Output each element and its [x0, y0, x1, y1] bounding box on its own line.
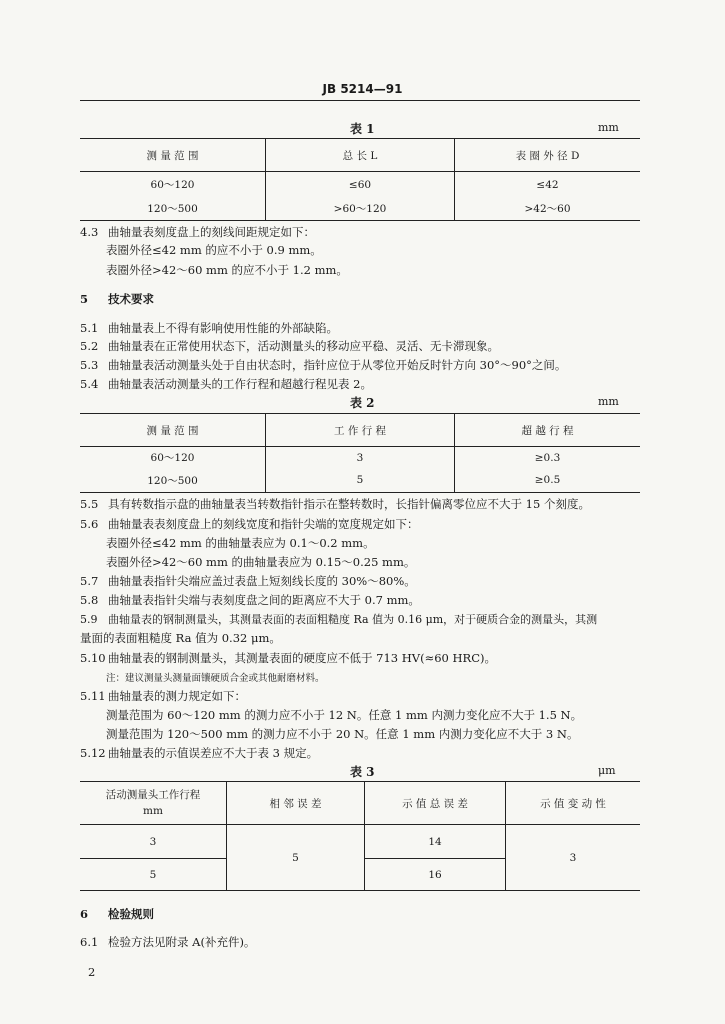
- section-6-heading: [80, 906, 154, 922]
- clause-5-8: [80, 592, 420, 608]
- clause-number: 5.3: [80, 358, 99, 372]
- clause-number: 5.1: [80, 321, 99, 335]
- clause-4-3: [80, 224, 315, 240]
- clause-6-1: [80, 934, 255, 950]
- clause-5-7: [80, 573, 416, 589]
- clause-text: 具有转数指示盘的曲轴量表当转数指针指示在整转数时，长指针偏离零位应不大于 15 个刻度。: [108, 497, 590, 511]
- table3-header: 示 值 总 误 差: [365, 782, 506, 825]
- clause-text: 曲轴量表指针尖端与表刻度盘之间的距离应不大于 0.7 mm。: [108, 593, 420, 607]
- clause-number: 5.11: [80, 689, 106, 703]
- clause-number: 5.10: [80, 651, 106, 665]
- table3-unit: μm: [598, 764, 616, 777]
- clause-5-11-line-1: 测量范围为 60～120 mm 的测力应不小于 12 N。任意 1 mm 内测力变化应不大于 1.5 N。: [106, 708, 583, 722]
- clause-5-5: [80, 496, 590, 512]
- clause-5-10-note: 注：建议测量头测量面镶硬质合金或其他耐磨材料。: [106, 673, 325, 684]
- clause-5-11: [80, 688, 246, 704]
- clause-number: 5.5: [80, 497, 99, 511]
- table2-cell: 60～120: [80, 447, 266, 469]
- clause-text: 曲轴量表上不得有影响使用性能的外部缺陷。: [108, 321, 338, 335]
- table2-cell: ≥0.5: [534, 474, 561, 487]
- header-rule: [80, 100, 640, 101]
- table3-variation-cell: 3: [569, 851, 577, 864]
- clause-text: 曲轴量表的测力规定如下：: [108, 689, 246, 703]
- table2-header: 测 量 范 围: [80, 414, 266, 447]
- table2-header: 工 作 行 程: [266, 414, 455, 447]
- clause-text: 曲轴量表表刻度盘上的刻线宽度和指针尖端的宽度规定如下：: [108, 517, 419, 531]
- table3-caption: 表 3: [350, 765, 375, 779]
- table3-adjacent-cell: 5: [227, 825, 365, 891]
- clause-5-9-continuation: 量面的表面粗糙度 Ra 值为 0.32 μm。: [80, 631, 281, 645]
- section-number: 5: [80, 292, 89, 306]
- clause-5-11-line-2: 测量范围为 120～500 mm 的测力应不小于 20 N。任意 1 mm 内测力变化应不大于 3 N。: [106, 727, 579, 741]
- clause-text: 曲轴量表指针尖端应盖过表盘上短刻线长度的 30%～80%。: [108, 574, 416, 588]
- clause-5-2: [80, 338, 499, 354]
- table1-cell: >42～60: [524, 203, 571, 216]
- table3: [80, 781, 640, 891]
- table3-header: 相 邻 误 差: [227, 782, 365, 825]
- table2-cell: 3: [266, 447, 455, 469]
- clause-5-9: [80, 611, 597, 627]
- table2-cell: 5: [266, 469, 455, 493]
- table2-unit: mm: [598, 395, 619, 408]
- table1-header: 总 长 L: [266, 139, 455, 172]
- section-title: 检验规则: [108, 907, 154, 921]
- clause-number: 6.1: [80, 935, 99, 949]
- table3-total-cell: 16: [365, 859, 506, 891]
- table3-stroke-cell: 3: [80, 825, 227, 859]
- table1-cell: 120～500: [80, 198, 266, 221]
- table2-header-row: [80, 414, 640, 447]
- clause-5-6-line-2: 表圈外径>42～60 mm 的曲轴量表应为 0.15～0.25 mm。: [106, 555, 416, 569]
- table3-header-row: [80, 782, 640, 825]
- clause-number: 4.3: [80, 225, 99, 239]
- section-title: 技术要求: [108, 292, 154, 306]
- clause-number: 5.2: [80, 339, 99, 353]
- table-row: [80, 469, 640, 493]
- clause-5-6: [80, 516, 419, 532]
- clause-text: 曲轴量表在正常使用状态下，活动测量头的移动应平稳、灵活、无卡滞现象。: [108, 339, 499, 353]
- table1-header: 表 圈 外 径 D: [515, 149, 580, 162]
- table1-cell: 60～120: [80, 172, 266, 198]
- table2-cell: 120～500: [80, 469, 266, 493]
- table3-header-stroke-unit: mm: [143, 805, 163, 817]
- table-row: [80, 198, 640, 221]
- clause-5-6-line-1: 表圈外径≤42 mm 的曲轴量表应为 0.1～0.2 mm。: [106, 536, 375, 550]
- clause-number: 5.8: [80, 593, 99, 607]
- table2: [80, 413, 640, 493]
- clause-number: 5.7: [80, 574, 99, 588]
- table1-cell: ≤42: [536, 178, 559, 191]
- clause-text: 曲轴量表的钢制测量头，其测量表面的表面粗糙度 Ra 值为 0.16 μm，对于硬质合金的测量头，其测: [108, 613, 598, 626]
- section-number: 6: [80, 907, 89, 921]
- table1-cell: >60～120: [266, 198, 455, 221]
- clause-number: 5.12: [80, 746, 106, 760]
- table2-header: 超 越 行 程: [521, 424, 574, 437]
- table3-header-stroke-label: 活动测量头工作行程: [105, 789, 201, 801]
- table1-unit: mm: [598, 121, 619, 134]
- section-5-heading: [80, 291, 154, 307]
- clause-number: 5.6: [80, 517, 99, 531]
- clause-text: 曲轴量表活动测量头处于自由状态时，指针应位于从零位开始反时针方向 30°～90°之间。: [108, 358, 567, 372]
- clause-text: 曲轴量表的钢制测量头，其测量表面的硬度应不低于 713 HV(≈60 HRC)。: [108, 651, 496, 665]
- page-number: 2: [88, 965, 96, 979]
- clause-5-1: [80, 320, 338, 336]
- table-row: [80, 172, 640, 198]
- table2-cell: ≥0.3: [534, 451, 561, 464]
- table1-header-row: [80, 139, 640, 172]
- clause-4-3-line-2: 表圈外径>42～60 mm 的应不小于 1.2 mm。: [106, 263, 348, 277]
- clause-text: 曲轴量表刻度盘上的刻线间距规定如下：: [108, 225, 315, 239]
- clause-text: 曲轴量表的示值误差应不大于表 3 规定。: [108, 746, 319, 760]
- clause-number: 5.9: [80, 613, 98, 626]
- table1: [80, 138, 640, 221]
- table3-total-cell: 14: [365, 825, 506, 859]
- document-code: JB 5214—91: [322, 82, 403, 96]
- table3-header-stroke: [80, 782, 227, 825]
- clause-5-10: [80, 650, 496, 666]
- table1-cell: ≤60: [266, 172, 455, 198]
- clause-5-3: [80, 357, 566, 373]
- clause-text: 检验方法见附录 A(补充件)。: [108, 935, 256, 949]
- clause-text: 曲轴量表活动测量头的工作行程和超越行程见表 2。: [108, 377, 372, 391]
- table-row: [80, 447, 640, 469]
- table2-caption: 表 2: [350, 396, 375, 410]
- table3-header: 示 值 变 动 性: [540, 797, 606, 810]
- table3-stroke-cell: 5: [80, 859, 227, 891]
- table1-caption: 表 1: [350, 122, 375, 136]
- table-row: [80, 825, 640, 859]
- clause-4-3-line-1: 表圈外径≤42 mm 的应不小于 0.9 mm。: [106, 243, 322, 257]
- clause-5-12: [80, 745, 318, 761]
- table1-header: 测 量 范 围: [80, 139, 266, 172]
- clause-number: 5.4: [80, 377, 99, 391]
- clause-5-4: [80, 376, 372, 392]
